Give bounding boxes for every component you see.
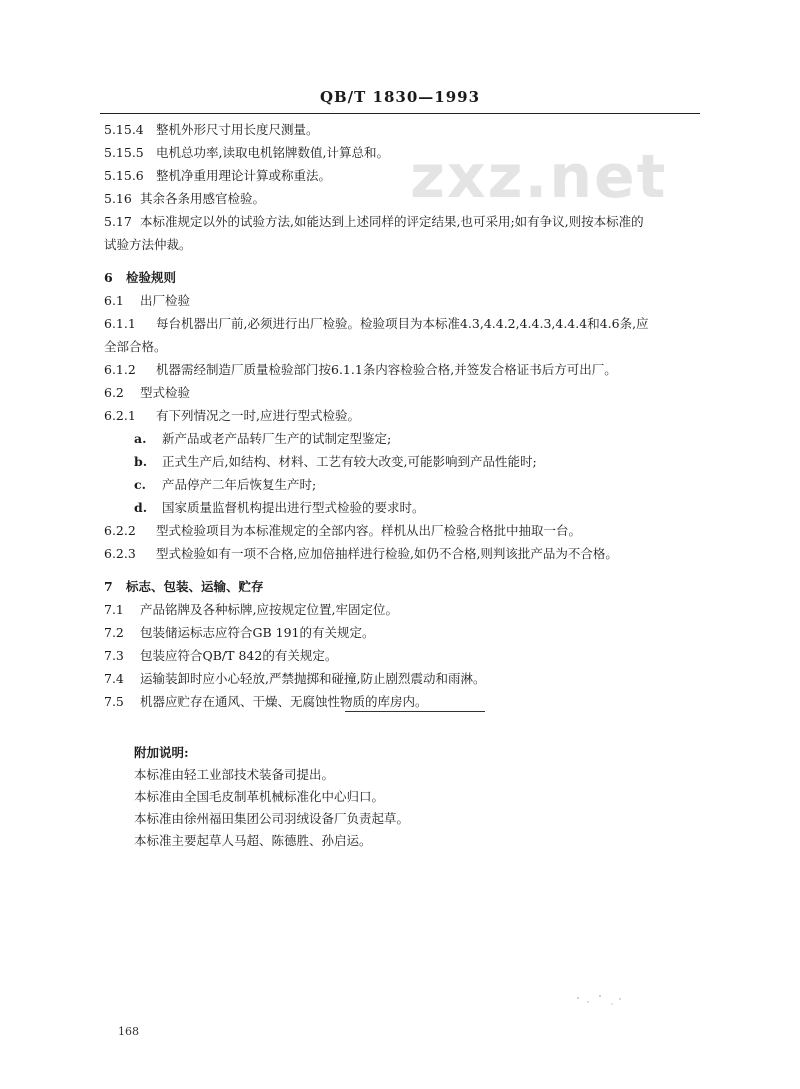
header-rule xyxy=(100,113,700,114)
clause-line xyxy=(104,598,724,621)
document-header xyxy=(0,88,800,106)
item-letter: c. xyxy=(134,477,146,492)
clause-number: 7.4 xyxy=(104,671,124,686)
clause-line xyxy=(104,289,724,312)
note-line: 本标准由全国毛皮制革机械标准化中心归口。 xyxy=(134,789,385,804)
clause-number: 6.1.2 xyxy=(104,362,136,377)
clause-text: 其余各条用感官检验。 xyxy=(140,191,266,206)
clause-line xyxy=(104,542,724,565)
clause-line xyxy=(104,358,724,381)
clause-text: 每台机器出厂前,必须进行出厂检验。检验项目为本标准4.3,4.4.2,4.4.3,4.4.4和4.6条,应 xyxy=(156,316,649,331)
item-letter: d. xyxy=(134,500,148,515)
list-item xyxy=(104,473,724,496)
item-letter: a. xyxy=(134,431,147,446)
list-item xyxy=(104,427,724,450)
clause-text: 型式检验 xyxy=(140,385,191,400)
note-line: 本标准主要起草人马超、陈德胜、孙启运。 xyxy=(134,833,372,848)
clause-text: 运输装卸时应小心轻放,严禁抛掷和碰撞,防止剧烈震动和雨淋。 xyxy=(140,671,486,686)
end-divider xyxy=(345,711,485,712)
section-title: 标志、包装、运输、贮存 xyxy=(126,579,264,594)
clause-number: 5.17 xyxy=(104,214,132,229)
clause-number: 7.5 xyxy=(104,694,124,709)
clause-line xyxy=(104,667,724,690)
clause-text: 有下列情况之一时,应进行型式检验。 xyxy=(156,408,360,423)
watermark: zxz.net xyxy=(410,142,668,212)
section-number: 7 xyxy=(104,579,113,594)
clause-number: 6.1 xyxy=(104,293,124,308)
clause-line xyxy=(104,141,724,164)
page-number: 168 xyxy=(118,1025,139,1038)
clause-line xyxy=(104,164,724,187)
section-heading xyxy=(104,575,724,598)
clause-text: 整机外形尺寸用长度尺测量。 xyxy=(156,122,319,137)
continuation-line: 全部合格。 xyxy=(104,339,167,354)
clause-number: 5.15.4 xyxy=(104,122,144,137)
clause-number: 7.2 xyxy=(104,625,124,640)
clause-text: 型式检验如有一项不合格,应加倍抽样进行检验,如仍不合格,则判该批产品为不合格。 xyxy=(156,546,618,561)
section-heading xyxy=(104,266,724,289)
clause-line xyxy=(104,381,724,404)
item-text: 产品停产二年后恢复生产时; xyxy=(162,477,317,492)
clause-line xyxy=(104,690,724,713)
clause-text: 机器应贮存在通风、干燥、无腐蚀性物质的库房内。 xyxy=(140,694,428,709)
notes-title: 附加说明: xyxy=(134,745,189,760)
clause-text: 产品铭牌及各种标牌,应按规定位置,牢固定位。 xyxy=(140,602,398,617)
clause-line xyxy=(104,404,724,427)
clause-number: 6.2.1 xyxy=(104,408,136,423)
clause-number: 7.3 xyxy=(104,648,124,663)
item-text: 新产品或老产品转厂生产的试制定型鉴定; xyxy=(162,431,392,446)
clause-line xyxy=(104,187,724,210)
clause-line xyxy=(104,210,724,233)
item-text: 国家质量监督机构提出进行型式检验的要求时。 xyxy=(162,500,425,515)
clause-line xyxy=(104,312,724,335)
clause-number: 6.2 xyxy=(104,385,124,400)
clause-line xyxy=(104,621,724,644)
continuation-line: 试验方法仲裁。 xyxy=(104,237,192,252)
clause-text: 型式检验项目为本标准规定的全部内容。样机从出厂检验合格批中抽取一台。 xyxy=(156,523,582,538)
clause-text: 机器需经制造厂质量检验部门按6.1.1条内容检验合格,并签发合格证书后方可出厂。 xyxy=(156,362,617,377)
item-letter: b. xyxy=(134,454,148,469)
clause-text: 出厂检验 xyxy=(140,293,191,308)
item-text: 正式生产后,如结构、材料、工艺有较大改变,可能影响到产品性能时; xyxy=(162,454,537,469)
clause-number: 6.1.1 xyxy=(104,316,136,331)
clause-line xyxy=(104,519,724,542)
clause-number: 6.2.2 xyxy=(104,523,136,538)
clause-number: 5.15.6 xyxy=(104,168,144,183)
clause-text: 整机净重用理论计算或称重法。 xyxy=(156,168,332,183)
list-item xyxy=(104,450,724,473)
clause-number: 6.2.3 xyxy=(104,546,136,561)
scan-specks xyxy=(570,990,630,1010)
body-text xyxy=(104,118,724,713)
section-number: 6 xyxy=(104,270,113,285)
note-line: 本标准由徐州福田集团公司羽绒设备厂负责起草。 xyxy=(134,811,410,826)
clause-number: 7.1 xyxy=(104,602,124,617)
clause-text: 包装应符合QB/T 842的有关规定。 xyxy=(140,648,338,663)
note-line: 本标准由轻工业部技术装备司提出。 xyxy=(134,767,335,782)
standard-code: QB/T 1830—1993 xyxy=(319,88,481,106)
additional-notes xyxy=(134,742,409,852)
clause-text: 包装储运标志应符合GB 191的有关规定。 xyxy=(140,625,375,640)
list-item xyxy=(104,496,724,519)
clause-text: 本标准规定以外的试验方法,如能达到上述同样的评定结果,也可采用;如有争议,则按本标准的 xyxy=(140,214,644,229)
clause-number: 5.16 xyxy=(104,191,132,206)
section-title: 检验规则 xyxy=(126,270,177,285)
clause-number: 5.15.5 xyxy=(104,145,144,160)
clause-text: 电机总功率,读取电机铭牌数值,计算总和。 xyxy=(156,145,389,160)
clause-line xyxy=(104,118,724,141)
clause-line xyxy=(104,644,724,667)
